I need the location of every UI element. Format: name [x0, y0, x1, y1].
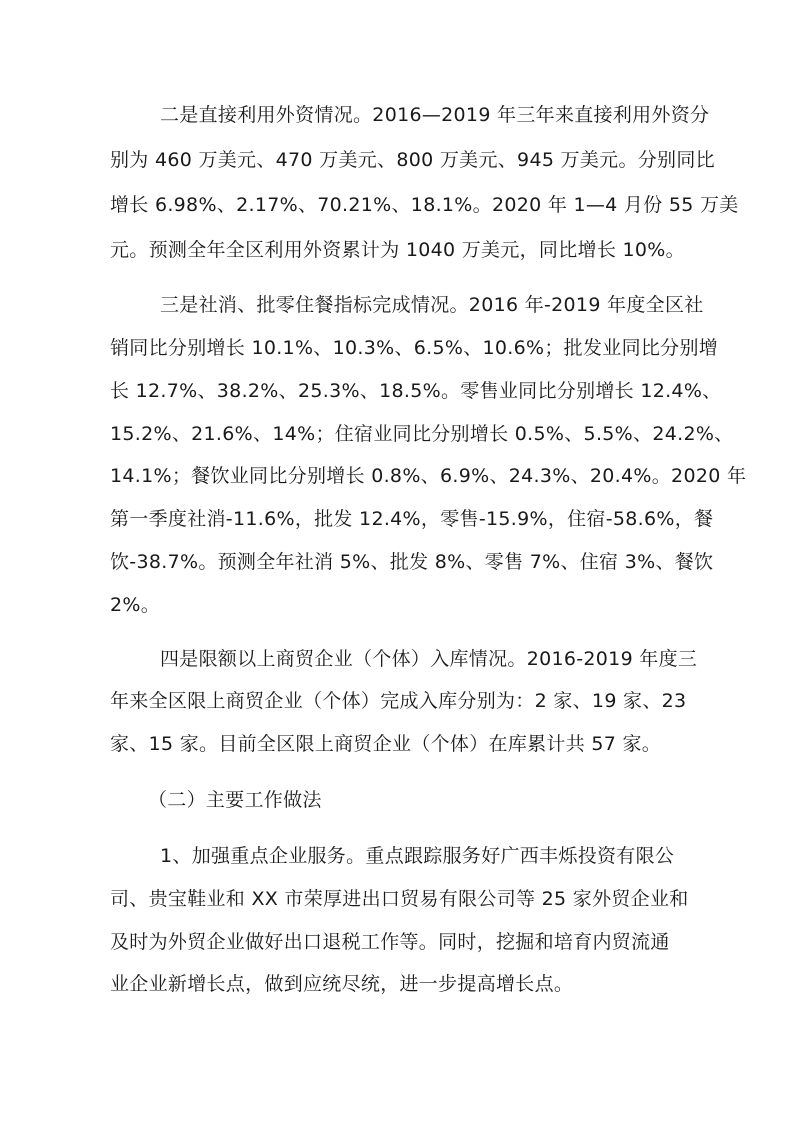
text-line: 长 12.7%、38.2%、25.3%、18.5%。零售业同比分别增长 12.4%、: [110, 380, 722, 402]
text-line: 家、15 家。目前全区限上商贸企业（个体）在库累计共 57 家。: [110, 733, 662, 755]
text-line: 年来全区限上商贸企业（个体）完成入库分别为：2 家、19 家、23: [110, 690, 687, 712]
text-line: 增长 6.98%、2.17%、70.21%、18.1%。2020 年 1—4 月份 55 万美: [110, 194, 739, 216]
text-line: （二）主要工作做法: [148, 789, 322, 811]
text-line: 二是直接利用外资情况。2016—2019 年三年来直接利用外资分: [160, 104, 710, 126]
text-line: 15.2%、21.6%、14%；住宿业同比分别增长 0.5%、5.5%、24.2%、: [110, 423, 734, 445]
text-line: 司、贵宝鞋业和 XX 市荣厚进出口贸易有限公司等 25 家外贸企业和: [110, 888, 689, 910]
text-line: 四是限额以上商贸企业（个体）入库情况。2016-2019 年度三: [160, 648, 698, 670]
text-line: 业企业新增长点，做到应统尽统，进一步提高增长点。: [110, 973, 574, 995]
text-line: 第一季度社消-11.6%，批发 12.4%，零售-15.9%，住宿-58.6%，餐: [110, 508, 714, 530]
text-line: 及时为外贸企业做好出口退税工作等。同时，挖掘和培育内贸流通: [110, 931, 670, 953]
text-line: 14.1%；餐饮业同比分别增长 0.8%、6.9%、24.3%、20.4%。2020 年: [110, 465, 747, 487]
text-line: 1、加强重点企业服务。重点跟踪服务好广西丰烁投资有限公: [160, 845, 675, 867]
text-line: 元。预测全年全区利用外资累计为 1040 万美元，同比增长 10%。: [110, 239, 685, 261]
text-line: 三是社消、批零住餐指标完成情况。2016 年-2019 年度全区社: [160, 294, 704, 316]
text-line: 饮-38.7%。预测全年社消 5%、批发 8%、零售 7%、住宿 3%、餐饮: [110, 551, 714, 573]
text-line: 销同比分别增长 10.1%、10.3%、6.5%、10.6%；批发业同比分别增: [110, 337, 719, 359]
text-line: 2%。: [110, 594, 161, 616]
text-line: 别为 460 万美元、470 万美元、800 万美元、945 万美元。分别同比: [110, 149, 715, 171]
